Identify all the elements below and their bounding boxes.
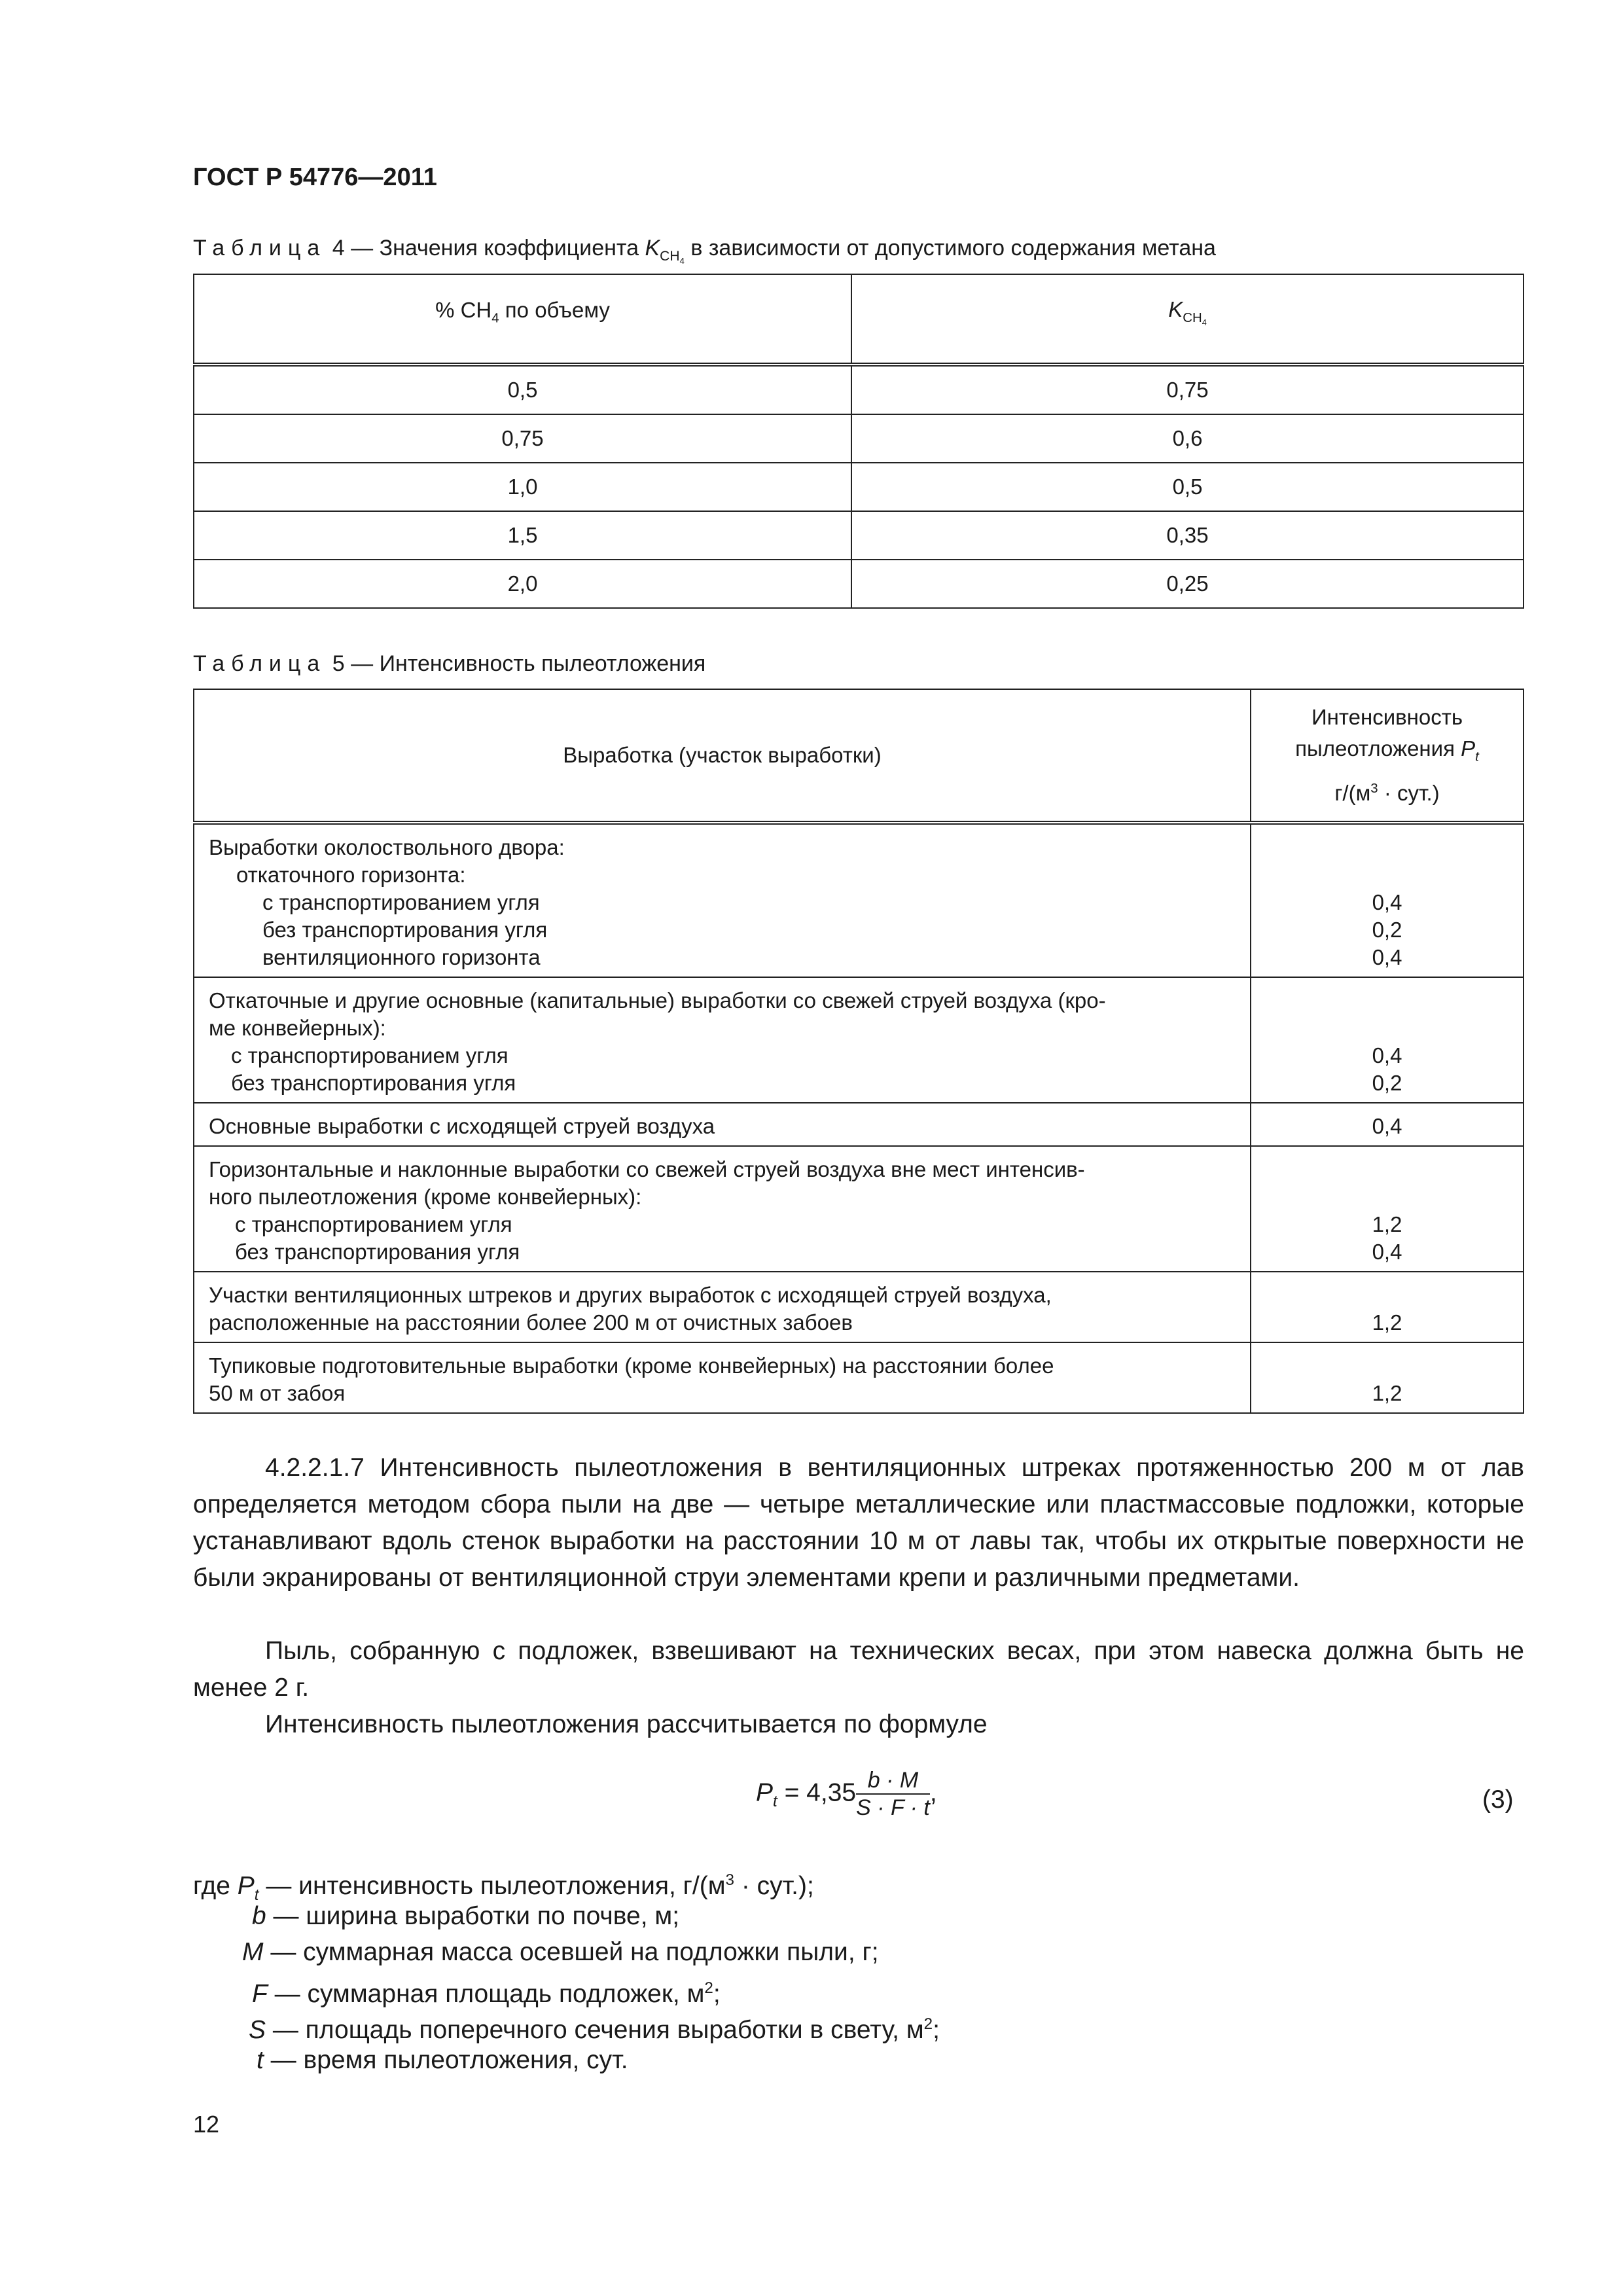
- table5-caption-word: Таблица: [193, 651, 327, 676]
- table4-caption-word: Таблица: [193, 236, 327, 260]
- formula-fraction: [856, 1767, 930, 1821]
- formula-lhs-symbol: P: [756, 1778, 774, 1807]
- where-item-b: b — ширина выработки по почве, м;: [252, 1902, 680, 1930]
- table5-cell-working: Участки вентиляционных штреков и других выработок с исходящей струей воздуха, расположенные на расстоянии более 200 м от очистных забоев: [194, 1272, 1251, 1342]
- where-item-m: M — суммарная масса осевшей на подложки пыли, г;: [242, 1938, 879, 1966]
- table-row: [194, 1272, 1524, 1342]
- table4-col-k: $K_{CH_4}$: [851, 274, 1524, 365]
- where-item-pt: где $P_t$ — интенсивность пылеотложения, $г/(м^3 \cdot сут.)$;: [193, 1871, 814, 1904]
- formula-numerator: b · M: [856, 1767, 930, 1795]
- table4-cell-percent: 0,5: [194, 365, 851, 414]
- document-header: ГОСТ Р 54776—2011: [193, 164, 437, 191]
- table5-col-working: Выработка (участок выработки): [194, 689, 1251, 823]
- table4-cell-percent: 2,0: [194, 560, 851, 608]
- table5-cell-value: 1,2: [1251, 1342, 1524, 1413]
- formula-coefficient: = 4,35: [777, 1778, 857, 1807]
- table4-caption-num: 4: [332, 236, 345, 260]
- table-row: [194, 1342, 1524, 1413]
- table5-cell-working: Основные выработки с исходящей струей воздуха: [194, 1103, 1251, 1146]
- table5-caption-text: — Интенсивность пылеотложения: [351, 651, 706, 676]
- table-row: [194, 560, 1524, 608]
- paragraph-formula-intro: Интенсивность пылеотложения рассчитывается по формуле: [265, 1710, 988, 1738]
- table5-cell-working: Откаточные и другие основные (капитальные) выработки со свежей струей воздуха (кро- ме конвейерных): с транспортированием угля без транспортирования угля: [194, 977, 1251, 1103]
- table-row: [194, 414, 1524, 463]
- table4-cell-percent: 1,0: [194, 463, 851, 511]
- table5-cell-working: Тупиковые подготовительные выработки (кроме конвейерных) на расстоянии более 50 м от забоя: [194, 1342, 1251, 1413]
- table4: [193, 274, 1524, 609]
- paragraph-4-2-2-1-7: 4.2.2.1.7 Интенсивность пылеотложения в вентиляционных штреках протяженностью 200 м от лав определяется методом сбора пыли на две — четыре металлические или пластмассовые подложки, которые устанавливают вдоль стенок выработки на расстоянии 10 м от лавы так, чтобы их открытые поверхности не были экранированы от вентиляционной струи элементами крепи и различными предметами.: [193, 1454, 1524, 1592]
- table4-cell-k: 0,75: [851, 365, 1524, 414]
- table5-cell-value: 1,2 0,4: [1251, 1146, 1524, 1272]
- table4-caption-tail: в зависимости от допустимого содержания метана: [690, 236, 1216, 260]
- table-row: [194, 365, 1524, 414]
- table5-caption: [193, 651, 705, 677]
- table5-caption-num: 5: [332, 651, 345, 676]
- table-row: [194, 823, 1524, 977]
- table5-cell-working: Выработки околоствольного двора: откаточного горизонта: с транспортированием угля без транспортирования угля вентиляционного горизонта: [194, 823, 1251, 977]
- table5: [193, 689, 1524, 1414]
- table5-cell-value: 1,2: [1251, 1272, 1524, 1342]
- formula-number: (3): [1482, 1785, 1514, 1814]
- table4-cell-k: 0,25: [851, 560, 1524, 608]
- table5-cell-value: 0,4: [1251, 1103, 1524, 1146]
- table4-caption: [193, 236, 1216, 266]
- table5-cell-value: 0,4 0,2 0,4: [1251, 823, 1524, 977]
- table4-cell-k: 0,35: [851, 511, 1524, 560]
- formula-3: $P_t = 4,35$ $\frac{b \cdot M}{S \cdot F \cdot t}$ ,: [756, 1768, 937, 1820]
- table-row: [194, 511, 1524, 560]
- table5-col-intensity: Интенсивность пылеотложения $P_t$ $г/(м^3 \cdot сут.)$: [1251, 689, 1524, 823]
- table4-col-percent: % $CH_4$ по объему: [194, 274, 851, 365]
- paragraph-dust-weighing: Пыль, собранную с подложек, взвешивают на технических весах, при этом навеска должна быть не менее 2 г.: [193, 1637, 1524, 1702]
- table4-cell-percent: 0,75: [194, 414, 851, 463]
- where-item-t: t — время пылеотложения, сут.: [257, 2046, 628, 2074]
- table-row: [194, 1146, 1524, 1272]
- table-row: [194, 977, 1524, 1103]
- table5-cell-value: 0,4 0,2: [1251, 977, 1524, 1103]
- table4-caption-sub: CH4: [660, 248, 685, 266]
- table4-cell-k: 0,6: [851, 414, 1524, 463]
- table4-cell-k: 0,5: [851, 463, 1524, 511]
- table5-cell-working: Горизонтальные и наклонные выработки со свежей струей воздуха вне мест интенсив- ного пылеотложения (кроме конвейерных): с транспортированием угля без транспортирования угля: [194, 1146, 1251, 1272]
- table-row: [194, 1103, 1524, 1146]
- table-row: [194, 463, 1524, 511]
- where-item-f: F — суммарная площадь подложек, $м^2$;: [252, 1979, 721, 2008]
- page-number: 12: [193, 2111, 220, 2138]
- formula-denominator: S · F · t: [856, 1795, 930, 1820]
- table4-cell-percent: 1,5: [194, 511, 851, 560]
- table4-caption-text: — Значения коэффициента: [351, 236, 639, 260]
- table4-caption-symbol: K: [645, 236, 660, 260]
- where-item-s: S — площадь поперечного сечения выработки в свету, $м^2$;: [249, 2015, 940, 2044]
